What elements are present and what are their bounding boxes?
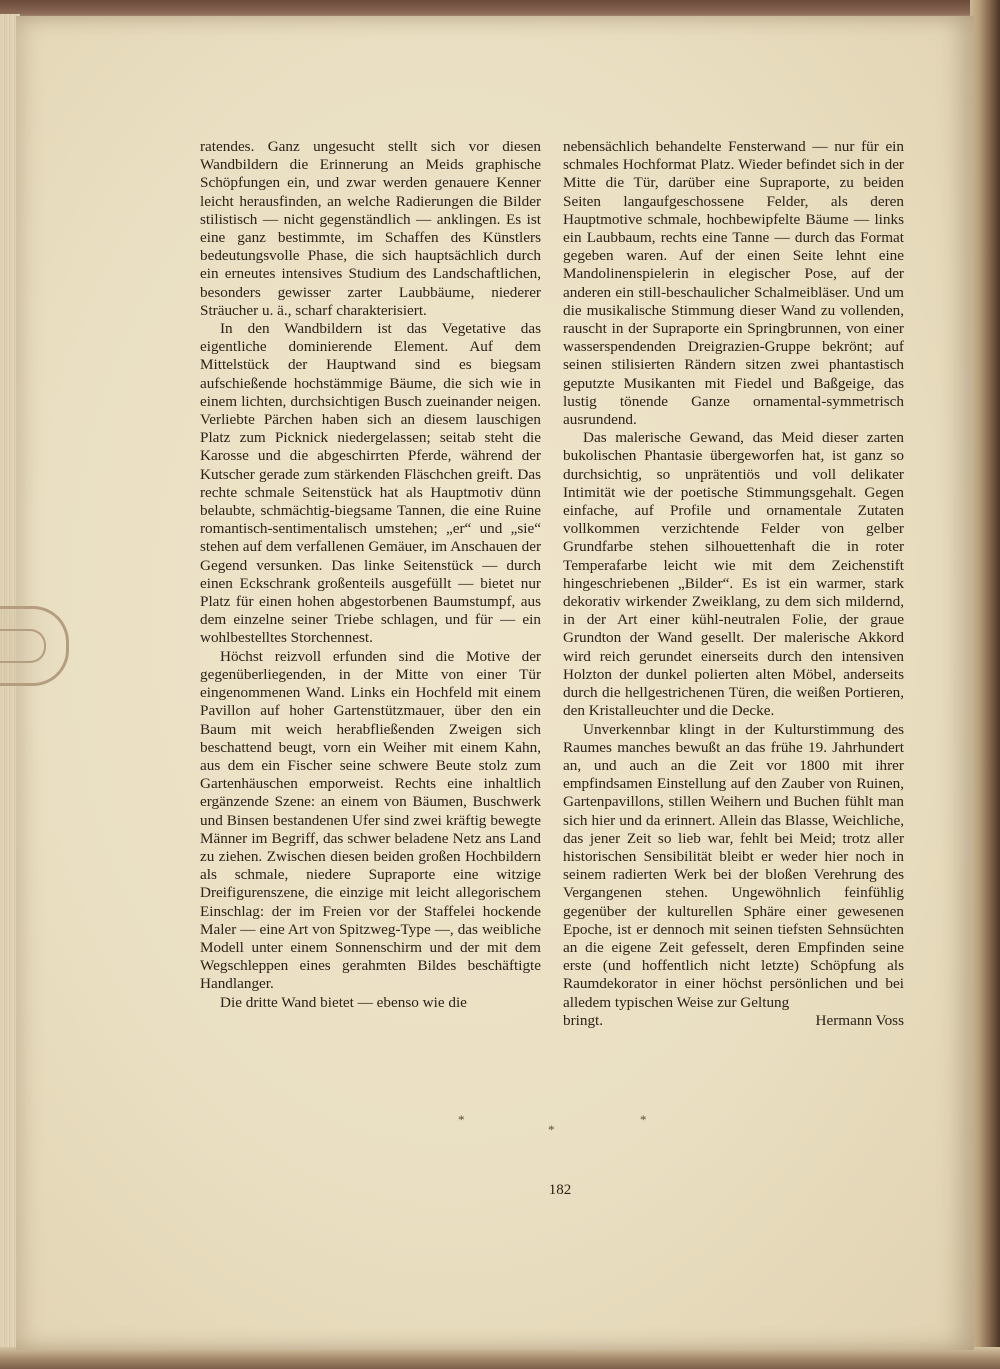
section-asterisk: * (548, 1122, 555, 1137)
paragraph: nebensächlich behandelte Fensterwand — nur für ein schmales Hochformat Platz. Wieder befindet sich in der Mitte die Tür, darüber eine Supraporte, zu beiden Seiten langaufgeschossene Felder, als deren Hauptmotive schmale, hochbewipfelte Bäume — links ein Laubbaum, rechts eine Tanne — durch das Format gegeben waren. Auf der einen Seite lehnt eine Mandolinenspielerin in elegischer Pose, auf der anderen ein still-beschaulicher Schalmeibläser. Und um die musikalische Stimmung dieser Wand zu vollenden, rauscht in der Supraporte ein Springbrunnen, von einer wasserspendenden Dreigrazien-Gruppe bekrönt; auf seinen stilisierten Rändern sitzen zwei phantastisch geputzte Musikanten mit Fiedel und Baßgeige, das lustig tönende Ganze ornamental-symmetrisch ausrundend. (563, 138, 904, 429)
paragraph: Die dritte Wand bietet — ebenso wie die (220, 993, 467, 1011)
closing-word: bringt. (563, 1011, 604, 1029)
section-asterisk: * (640, 1112, 647, 1127)
paragraph: Das malerische Gewand, das Meid dieser zarten bukolischen Phantasie übergeworfen hat, ist ganz so durchsichtig, so unprätentiös und voll delikater Intimität wie der poetische Stimmungsgehalt. Gegen einfache, auf Profile und ornamentale Zutaten vollkommen verzichtende Felder von gelber Grundfarbe stehen silhouettenhaft die in roter Temperafarbe leicht wie mit dem Zeichenstift hingeschriebenen „Bilder“. Es ist ein warmer, stark dekorativ wirkender Zweiklang, zu dem sich mildernd, in der Art einer kühl-neutralen Folie, der graue Grundton der Wand gesellt. Der malerische Akkord wird reich gerundet einerseits durch den intensiven Holzton der dunkel polierten alten Möbel, anderseits durch die hellgestrichenen Türen, die weißen Portieren, den Kristalleuchter und die Decke. (563, 429, 904, 720)
paragraph: Unverkennbar klingt in der Kulturstimmung des Raumes manches bewußt an das frühe 19. Jahrhundert an, und auch an die Zeit vor 1800 mit ihrer empfindsamen Einstellung auf den Zauber von Ruinen, Gartenpavillons, stillen Weihern und Buchen fühlt man sich hier und da erinnert. Allein das Blasse, Weichliche, das jener Zeit so lieb war, fehlt bei Meid; trotz aller historischen Sensibilität bleibt er weder hier noch in seinem radierten Werk bei der bloßen Verehrung des Vergangenen stehen. Ungewöhnlich feinfühlig gegenüber der kulturellen Sphäre einer gewesenen Epoche, ist er dennoch mit seinen tiefsten Sehnsüchten an die eigene Zeit gefesselt, deren Empfinden seine erste (und hoffentlich nicht letzte) Schöpfung als Raumdekorator in einer höchst persönlichen und bei alledem typischen Weise zur Geltung (563, 720, 904, 1011)
book-spine-edge (970, 0, 1000, 1369)
page-number: 182 (548, 1182, 572, 1198)
section-asterisk: * (458, 1112, 465, 1127)
closing-line (563, 1012, 904, 1030)
paragraph: In den Wandbildern ist das Vegetative das eigentliche dominierende Element. Auf dem Mittelstück der Hauptwand sind es biegsam aufschießende hochstämmige Bäume, die sich wie in einem lichten, durchsichtigen Busch zueinander neigen. Verliebte Pärchen haben sich an diesem lauschigen Platz zum Picknick niedergelassen; seitab steht die Karosse und die abgeschirrten Pferde, während der Kutscher gerade zum stärkenden Fläschchen greift. Das rechte schmale Seitenstück hat als Hauptmotiv dünn belaubte, schmächtig-biegsame Tannen, die eine Ruine romantisch-sentimentalisch umstehen; „er“ und „sie“ stehen auf dem verfallenen Gemäuer, im Anschauen der Gegend versunken. Das linke Seitenstück — durch einen Eckschrank großenteils ausgefüllt — bietet nur Platz für einen hohen abgestorbenen Baumstumpf, aus dem einzelne seiner Triebe schlagen, und für — ein wohlbestelltes Storchennest. (200, 320, 541, 647)
left-text-column (200, 138, 541, 1012)
paragraph: ratendes. Ganz ungesucht stellt sich vor diesen Wandbildern die Erinnerung an Meids graphische Schöpfungen ein, und zwar werden genauere Kenner leicht herausfinden, an welche Radierungen die Bilder stilistisch — nicht gegenständlich — anklingen. Es ist eine ganz bestimmte, im Schaffen des Künstlers bedeutungsvolle Phase, die sich hauptsächlich durch ein erneutes intensives Studium des Landschaftlichen, besonders gewisser zarter Laubbäume, niederer Sträucher u. ä., scharf charakterisiert. (200, 138, 541, 319)
author-signature: Hermann Voss (815, 1011, 904, 1029)
paragraph: Höchst reizvoll erfunden sind die Motive der gegenüberliegenden, in der Mitte von einer Tür eingenommenen Wand. Links ein Hochfeld mit einem Pavillon auf hoher Gartenstützmauer, über den ein Baum mit weich herabfließenden Zweigen sich beschattend beugt, vorn ein Weiher mit einem Kahn, aus dem ein Fischer seine schwere Beute stolz zum Gartenhäuschen emporweist. Rechts eine inhaltlich ergänzende Szene: an einem von Bäumen, Buschwerk und Binsen bestandenen Ufer sind zwei kräftig bewegte Männer im Begriff, das schwer beladene Netz ans Land zu ziehen. Zwischen diesen beiden großen Hochbildern als schmale, niedere Supraporte eine witzige Dreifigurenszene, die einzige mit leicht allegorischem Einschlag: der im Freien vor der Staffelei hockende Maler — eine Art von Spitzweg-Type —, das weibliche Modell unter einem Sonnenschirm und der mit dem Wegschleppen eines gerahmten Bildes beschäftigte Handlanger. (200, 647, 541, 993)
book-bottom-edge (0, 1347, 1000, 1369)
right-text-column (563, 138, 904, 1030)
paper-clip-shape (0, 606, 69, 686)
